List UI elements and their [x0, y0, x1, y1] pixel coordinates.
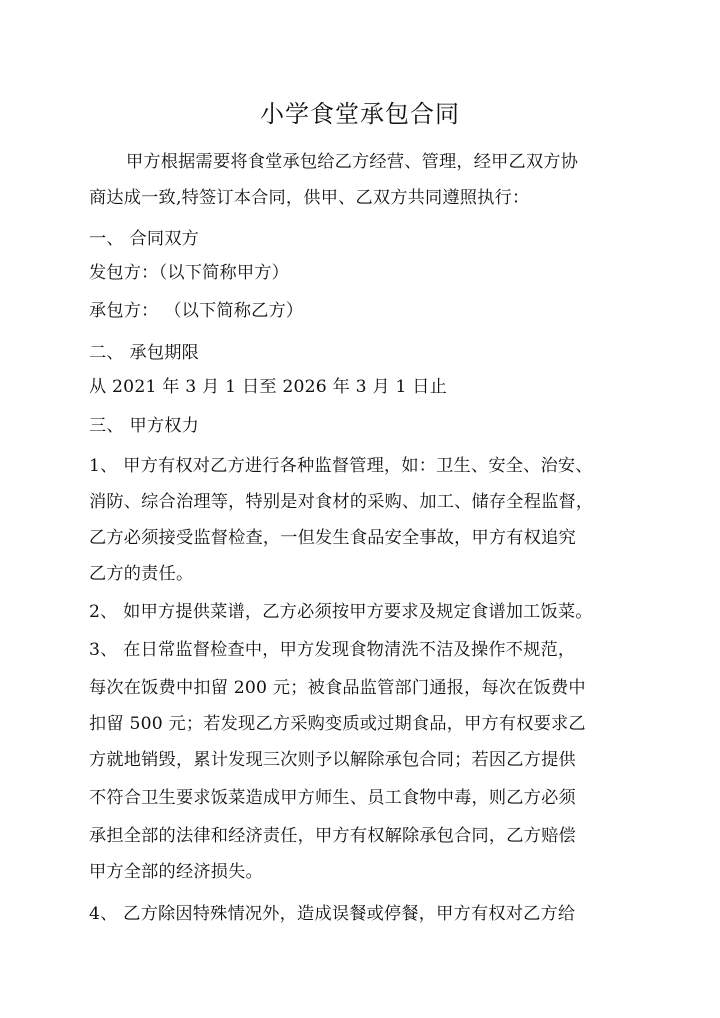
section3-heading: 三、 甲方权力: [89, 416, 199, 436]
item3-line-6: 承担全部的法律和经济责任，甲方有权解除承包合同，乙方赔偿: [89, 826, 576, 846]
item1-line-2: 消防、综合治理等，特别是对食材的采购、加工、储存全程监督，: [89, 492, 594, 512]
intro-line-1: 甲方根据需要将食堂承包给乙方经营、管理，经甲乙双方协: [126, 152, 579, 172]
section1-heading: 一、 合同双方: [89, 229, 199, 249]
item3-line-1: 3、 在日常监督检查中，甲方发现食物清洗不洁及操作不规范，: [89, 640, 576, 660]
contract-period: 从 2021 年 3 月 1 日至 2026 年 3 月 1 日止: [89, 377, 448, 397]
item3-line-4: 方就地销毁，累计发现三次则予以解除承包合同；若因乙方提供: [89, 750, 576, 770]
item2-line-1: 2、 如甲方提供菜谱，乙方必须按甲方要求及规定食谱加工饭菜。: [89, 602, 593, 622]
item3-line-5: 不符合卫生要求饭菜造成甲方师生、员工食物中毒，则乙方必须: [89, 788, 576, 808]
party-b: 承包方： （以下简称乙方）: [89, 301, 304, 321]
item3-line-3: 扣留 500 元；若发现乙方采购变质或过期食品，甲方有权要求乙: [89, 714, 586, 734]
intro-line-2: 商达成一致,特签订本合同，供甲、乙双方共同遵照执行：: [89, 188, 530, 208]
item3-line-7: 甲方全部的经济损失。: [89, 862, 263, 882]
item3-line-2: 每次在饭费中扣留 200 元；被食品监管部门通报，每次在饭费中: [89, 678, 586, 698]
item1-line-1: 1、 甲方有权对乙方进行各种监督管理，如：卫生、安全、治安、: [89, 456, 593, 476]
item1-line-4: 乙方的责任。: [89, 564, 194, 584]
document-title: 小学食堂承包合同: [260, 100, 460, 128]
party-a: 发包方：（以下简称甲方）: [89, 263, 290, 283]
item4-line-1: 4、 乙方除因特殊情况外，造成误餐或停餐，甲方有权对乙方给: [89, 904, 576, 924]
section2-heading: 二、 承包期限: [89, 343, 199, 363]
item1-line-3: 乙方必须接受监督检查，一但发生食品安全事故，甲方有权追究: [89, 528, 576, 548]
